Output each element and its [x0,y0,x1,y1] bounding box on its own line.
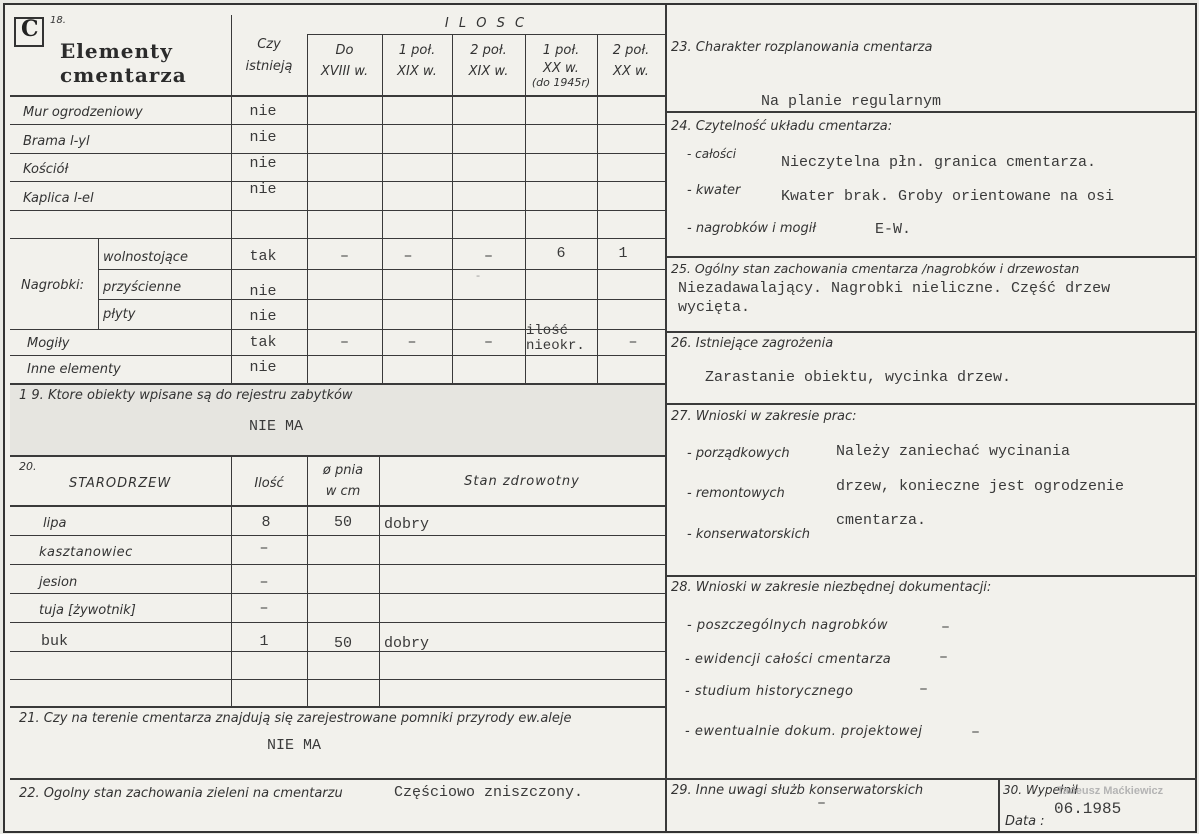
nagrobki-label: Nagrobki: [21,278,85,293]
tree-diameter: 50 [333,514,352,531]
q21-answer: NIE MA [267,737,322,754]
q28-item-value: – [919,681,929,698]
grid-line [98,238,99,329]
q29-answer: – [817,795,827,812]
q24-calosci-label: - całości [687,147,737,161]
grid-line [10,355,665,356]
grid-line [665,778,1197,780]
tree-count: 1 [259,633,269,650]
q24-kwater: Kwater brak. Groby orientowane na osi [781,188,1115,205]
nagrobki-wolnostojace: wolnostojące [103,250,188,265]
q26-label: 26. Istniejące zagrożenia [671,336,834,351]
grid-line [98,269,665,270]
period-3-l2: XIX w. [468,64,509,79]
value-cell: – [628,334,638,351]
tree-count: 8 [261,514,271,531]
grid-line [665,111,1197,113]
q28-item: - ewidencji całości cmentarza [685,652,892,667]
q24-nagrobkow: E-W. [875,221,912,238]
period-4-l1: 1 poł. [542,43,580,58]
tree-name: lipa [43,516,67,531]
q27-porzadkowych: - porządkowych [687,446,790,461]
period-5-l1: 2 poł. [612,43,650,58]
grid-line [10,505,665,507]
inventory-card [3,3,1197,833]
q20-header-stan: Stan zdrowotny [464,474,580,489]
grid-line [98,299,665,300]
grid-line [10,210,665,211]
q28-label: 28. Wnioski w zakresie niezbędnej dokumentacji: [671,580,992,595]
q28-item-value: – [971,724,981,741]
q27-line3: cmentarza. [836,512,927,529]
center-divider [665,5,667,831]
nagrobki-przyscienne: przyścienne [103,280,182,295]
header-czy: Czy [257,37,281,52]
grid-line [10,622,665,623]
q29-label: 29. Inne uwagi służb konserwatorskich [671,783,924,798]
value-cell: – [339,248,349,265]
q23-label: 23. Charakter rozplanowania cmentarza [671,40,933,55]
grid-line [665,331,1197,333]
q19-answer: NIE MA [249,418,304,435]
q24-nagrobkow-label: - nagrobków i mogił [687,221,817,236]
grid-line [10,455,665,457]
grid-line [10,238,665,239]
grid-line [998,778,1000,831]
row-label-kaplica: Kaplica l-el [23,191,94,206]
grid-line [10,535,665,536]
grid-line [665,403,1197,405]
grid-line [10,706,665,708]
row-czy-brama: nie [249,129,277,146]
row-czy-kosciol: nie [249,155,277,172]
tree-name: kasztanowiec [39,545,133,560]
q21-label: 21. Czy na terenie cmentarza znajdują się zarejestrowane pomniki przyrody ew.aleje [19,711,572,726]
period-1-l1: Do [335,43,354,58]
q27-konserwatorskich: - konserwatorskich [687,527,810,542]
period-2-l2: XIX w. [397,64,437,79]
row-label-kosciol: Kościół [23,162,69,177]
row-czy-mur: nie [249,103,277,120]
period-4-l3: (do 1945r) [531,76,591,89]
q27-line2: drzew, konieczne jest ogrodzenie [836,478,1125,495]
period-5-l2: XX w. [613,64,649,79]
value-cell: - [474,271,482,283]
tree-count: – [259,600,269,617]
q25-label: 25. Ogólny stan zachowania cmentarza /nagrobków i drzewostan [671,261,1080,276]
q28-item-value: – [941,619,951,636]
q28-item: - poszczególnych nagrobków [687,618,888,633]
period-4-l2: XX w. [543,61,579,76]
tree-name: tuja [żywotnik] [39,603,136,618]
grid-line [10,593,665,594]
q23-answer: Na planie regularnym [761,93,942,110]
q24-calosci: Nieczytelna płn. granica cmentarza. [781,154,1097,171]
row-label-brama: Brama l-yl [23,134,90,149]
q27-remontowych: - remontowych [687,486,785,501]
section-title-line1: Elementy [60,39,173,63]
q25-line2: wycięta. [678,299,751,316]
nagrobki-plyty: płyty [103,307,136,322]
tree-health: dobry [384,516,430,533]
q20-header-ilosc: Ilość [254,476,284,491]
section-title-line2: cmentarza [60,63,187,87]
grid-line [10,181,665,182]
row-label-mur: Mur ogrodzeniowy [23,105,143,120]
tree-name: jesion [39,575,78,590]
inne-label: Inne elementy [27,362,121,377]
q20-header-starodrzew: STARODRZEW [69,476,172,491]
q20-number: 20. [19,460,37,473]
row-czy-kaplica: nie [249,181,277,198]
q30-date-label: Data : [1005,814,1045,829]
value-cell: – [407,334,417,351]
header-ilosc: I L O S C [444,16,528,31]
q28-item: - studium historycznego [685,684,854,699]
grid-line [10,95,665,97]
grid-line [379,456,380,706]
q27-label: 27. Wnioski w zakresie prac: [671,409,857,424]
grid-line [307,34,665,35]
q22-label: 22. Ogolny stan zachowania zieleni na cmentarzu [19,786,343,801]
header-istnieja: istnieją [245,59,293,74]
period-1-l2: XVIII w. [320,64,369,79]
q24-kwater-label: - kwater [687,183,741,198]
section-small-number: 18. [50,15,66,26]
value-cell: – [483,334,493,351]
grid-line [665,256,1197,258]
q28-item-value: – [939,649,949,666]
tree-count: – [259,574,269,591]
q19-label: 1 9. Ktore obiekty wpisane są do rejestru zabytków [19,388,353,403]
value-cell: – [339,334,349,351]
tree-diameter: 50 [333,635,352,652]
q20-header-wcm: w cm [325,484,361,499]
value-cell: – [403,248,413,265]
grid-line [10,124,665,125]
grid-line [10,564,665,565]
value-cell: 1 [618,245,628,262]
nagrobki-przyscienne-czy: nie [249,283,277,300]
q30-stamp: Tadeusz Maćkiewicz [1057,785,1164,797]
inne-czy: nie [249,359,277,376]
q30-date: 06.1985 [1054,800,1122,818]
q25-line1: Niezadawalający. Nagrobki nieliczne. Część drzew [678,280,1111,297]
grid-line [665,575,1197,577]
q22-answer: Częściowo zniszczony. [394,784,584,801]
mogily-czy: tak [249,334,277,351]
q30-label: 30. Wypełnił [1003,783,1078,797]
nagrobki-wolnostojace-czy: tak [249,248,277,265]
grid-line [10,153,665,154]
grid-line [10,778,665,780]
tree-name: buk [41,633,69,650]
q28-item: - ewentualnie dokum. projektowej [685,724,923,739]
section-letter: C [21,16,39,42]
q26-answer: Zarastanie obiektu, wycinka drzew. [705,369,1012,386]
grid-line [10,679,665,680]
mogily-label: Mogiły [27,336,70,351]
q24-label: 24. Czytelność układu cmentarza: [671,119,893,134]
mogily-ilosc-value: ilość nieokr. [526,323,585,354]
tree-health: dobry [384,635,430,652]
q20-header-pnia: ø pnia [322,463,364,478]
grid-line [307,456,308,706]
tree-count: – [259,540,269,557]
value-cell: – [483,248,493,265]
q27-line1: Należy zaniechać wycinania [836,443,1071,460]
nagrobki-plyty-czy: nie [249,308,277,325]
period-2-l1: 1 poł. [398,43,436,58]
value-cell: 6 [556,245,566,262]
period-3-l1: 2 poł. [470,43,507,58]
